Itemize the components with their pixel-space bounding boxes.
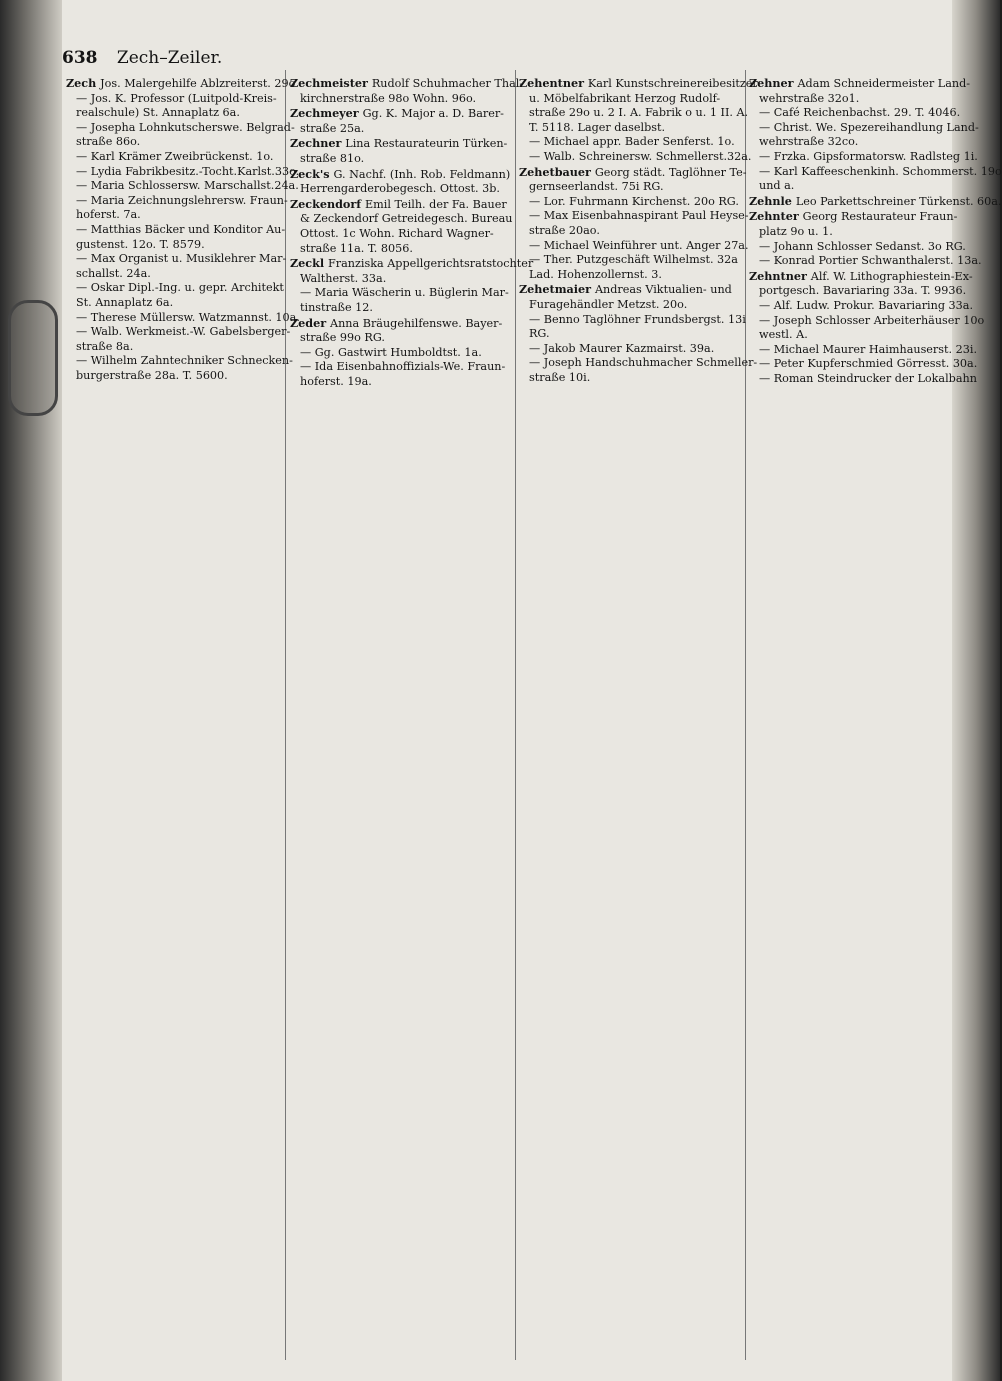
column-2	[290, 76, 534, 1366]
directory-entry-line	[519, 92, 741, 107]
entry-surname: Zech	[66, 76, 101, 90]
entry-text: hoferst. 7a.	[76, 208, 141, 222]
entry-surname: Zeck's	[290, 166, 334, 181]
entry-text: und a.	[759, 179, 795, 193]
entry-text: kirchnerstraße 98o Wohn. 96o.	[300, 91, 477, 105]
directory-entry-heading	[290, 136, 512, 152]
entry-text: — Maria Schlossersw. Marschallst.24a.	[76, 179, 299, 193]
directory-entry-line	[519, 268, 741, 283]
entry-text: — Karl Krämer Zweibrückenst. 1o.	[76, 149, 274, 163]
entry-surname: Zehentner	[519, 76, 588, 90]
directory-entry-line	[290, 375, 512, 390]
entry-text: tinstraße 12.	[300, 300, 373, 314]
directory-entry-heading	[66, 76, 296, 92]
directory-entry-line	[66, 135, 280, 150]
entry-text: Georg Restaurateur Fraun-	[802, 210, 958, 224]
directory-entry-line	[519, 327, 741, 342]
directory-entry-line	[749, 313, 985, 329]
entry-text: G. Nachf. (Inh. Rob. Feldmann)	[333, 167, 511, 181]
entry-text: Andreas Viktualien- und	[594, 283, 732, 297]
entry-text: — Ther. Putzgeschäft Wilhelmst. 32a	[529, 253, 738, 267]
directory-entry-line	[290, 242, 512, 257]
directory-entry-line	[66, 252, 287, 267]
directory-entry-heading	[519, 76, 758, 92]
entry-text: T. 5118. Lager daselbst.	[529, 120, 666, 134]
directory-entry-line	[519, 180, 741, 195]
entry-text: — Café Reichenbachst. 29. T. 4046.	[759, 106, 961, 120]
directory-entry-line	[66, 325, 291, 340]
entry-text: — Maria Zeichnungslehrersw. Fraun-	[76, 193, 288, 207]
directory-entry-heading	[290, 316, 512, 332]
directory-entry-line	[290, 331, 512, 346]
entry-text: straße 20ao.	[529, 223, 600, 237]
entry-surname: Zehnter	[749, 209, 803, 224]
directory-entry-line	[66, 120, 295, 136]
entry-text: realschule) St. Annaplatz 6a.	[76, 106, 240, 120]
directory-entry-line	[519, 356, 758, 371]
directory-entry-heading	[290, 167, 512, 183]
entry-text: — Lor. Fuhrmann Kirchenst. 20o RG.	[529, 194, 739, 208]
directory-entry-line	[749, 225, 949, 240]
entry-text: — Michael Maurer Haimhauserst. 23i.	[759, 342, 977, 356]
directory-entry-line	[519, 209, 749, 224]
binding-clip	[8, 300, 58, 416]
directory-entry-line	[66, 267, 280, 282]
entry-text: — Jos. K. Professor (Luitpold-Kreis-	[76, 91, 277, 105]
entry-text: gernseerlandst. 75i RG.	[529, 180, 664, 194]
entry-text: Jos. Malergehilfe Ablzreiterst. 29o	[100, 77, 296, 90]
entry-text: — Therese Müllersw. Watzmannst. 10a.	[76, 310, 300, 324]
directory-entry-line	[519, 253, 741, 268]
directory-entry-line	[66, 354, 293, 369]
entry-text: Franziska Appellgerichtsratstochter	[328, 257, 534, 271]
entry-text: burgerstraße 28a. T. 5600.	[76, 368, 228, 382]
entry-text: straße 99o RG.	[300, 331, 385, 345]
entry-surname: Zechner	[290, 136, 346, 151]
directory-entry-line	[66, 179, 299, 194]
entry-text: — Roman Steindrucker der Lokalbahn	[759, 371, 977, 385]
directory-entry-heading	[749, 76, 971, 92]
page-header	[62, 48, 952, 74]
directory-entry-line	[66, 193, 288, 209]
entry-text: Furagehändler Metzst. 20o.	[529, 297, 688, 311]
entry-text: Leo Parkettschreiner Türkenst. 60a.	[795, 194, 1002, 208]
entry-text: straße 81o.	[300, 151, 365, 165]
entry-surname: Zeckendorf	[290, 196, 365, 211]
directory-entry-line	[66, 296, 280, 311]
directory-entry-line	[66, 222, 286, 238]
directory-entry-line	[66, 340, 280, 355]
entry-text: — Joseph Schlosser Arbeiterhäuser 10o	[759, 313, 985, 327]
directory-entry-line	[519, 149, 752, 165]
entry-text: gustenst. 12o. T. 8579.	[76, 237, 205, 251]
directory-entry-line	[749, 328, 949, 343]
directory-entry-line	[290, 286, 512, 301]
directory-entry-line	[66, 150, 280, 165]
entry-text: — Walb. Schreinersw. Schmellerst.32a.	[529, 149, 752, 163]
directory-entry-line	[290, 92, 512, 107]
directory-entry-line	[66, 208, 280, 223]
column-3	[519, 76, 758, 1366]
entry-text: straße 10i.	[529, 370, 591, 384]
column-4	[749, 76, 1002, 1366]
entry-text: Ottost. 1c Wohn. Richard Wagner-	[300, 226, 494, 240]
directory-entry-line	[66, 164, 300, 180]
entry-surname: Zehnle	[749, 193, 796, 208]
entry-text: Karl Kunstschreinereibesitzer	[587, 77, 758, 90]
entry-text: Waltherst. 33a.	[300, 271, 387, 285]
entry-text: RG.	[529, 327, 550, 341]
entry-text: Lina Restaurateurin Türken-	[345, 137, 508, 151]
directory-entry-line	[749, 371, 977, 387]
entry-text: Rudolf Schuhmacher Thal-	[371, 77, 524, 90]
directory-entry-line	[519, 121, 741, 136]
entry-surname: Zechmeister	[290, 76, 372, 90]
entry-surname: Zeckl	[290, 256, 328, 271]
entry-text: portgesch. Bavariaring 33a. T. 9936.	[759, 284, 967, 298]
directory-entry-heading	[749, 193, 1002, 210]
entry-text: — Ida Eisenbahnoffizials-We. Fraun-	[300, 360, 506, 374]
directory-entry-line	[290, 301, 512, 316]
entry-surname: Zehetbauer	[519, 164, 595, 179]
directory-entry-line	[519, 342, 741, 357]
directory-entry-line	[749, 298, 974, 314]
entry-text: straße 25a.	[300, 121, 365, 135]
directory-entry-line	[749, 92, 949, 107]
directory-entry-heading	[290, 197, 512, 213]
directory-entry-heading	[290, 106, 512, 122]
entry-surname: Zehntner	[749, 268, 811, 283]
directory-entry-line	[519, 298, 741, 313]
entry-text: Georg städt. Taglöhner Te-	[594, 165, 747, 179]
directory-entry-line	[66, 310, 300, 326]
directory-entry-heading	[749, 209, 958, 225]
entry-text: wehrstraße 32o1.	[759, 91, 860, 105]
directory-entry-line	[749, 120, 979, 136]
entry-surname: Zechmeyer	[290, 106, 363, 121]
directory-entry-line	[749, 135, 949, 150]
entry-text: & Zeckendorf Getreidegesch. Bureau	[300, 212, 513, 226]
column-rule	[745, 70, 746, 1360]
entry-text: Gg. K. Major a. D. Barer-	[362, 107, 504, 121]
entry-text: — Alf. Ludw. Prokur. Bavariaring 33a.	[759, 298, 974, 312]
entry-text: — Johann Schlosser Sedanst. 3o RG.	[759, 239, 966, 253]
page-number: 638	[62, 48, 98, 68]
entry-text: — Joseph Handschuhmacher Schmeller-	[529, 356, 758, 370]
directory-entry-line	[66, 238, 280, 253]
entry-text: Adam Schneidermeister Land-	[797, 77, 971, 90]
entry-text: schallst. 24a.	[76, 266, 151, 280]
entry-text: westl. A.	[759, 328, 808, 342]
entry-text: — Benno Taglöhner Frundsbergst. 13i	[529, 312, 746, 326]
directory-entry-line	[749, 342, 977, 358]
directory-entry-line	[519, 371, 741, 386]
directory-entry-line	[290, 182, 512, 197]
entry-text: straße 8a.	[76, 339, 134, 353]
column-1	[66, 76, 300, 1366]
entry-text: — Max Organist u. Musiklehrer Mar-	[76, 252, 287, 266]
entry-text: hoferst. 19a.	[300, 374, 372, 388]
directory-entry-line	[519, 238, 749, 254]
directory-entry-line	[749, 284, 967, 299]
entry-text: — Michael appr. Bader Senferst. 1o.	[529, 135, 735, 149]
entry-text: wehrstraße 32co.	[759, 135, 859, 149]
entry-text: — Wilhelm Zahntechniker Schnecken-	[76, 354, 293, 368]
entry-text: — Maria Wäscherin u. Büglerin Mar-	[300, 286, 509, 300]
directory-entry-line	[290, 227, 512, 242]
directory-entry-heading	[290, 76, 524, 92]
directory-entry-heading	[290, 256, 534, 272]
entry-text: Anna Bräugehilfenswe. Bayer-	[330, 316, 503, 330]
directory-entry-line	[290, 346, 512, 361]
entry-text: Lad. Hohenzollernst. 3.	[529, 267, 662, 281]
directory-entry-line	[749, 239, 966, 255]
entry-text: St. Annaplatz 6a.	[76, 295, 174, 309]
directory-entry-line	[66, 92, 280, 107]
directory-entry-line	[749, 179, 949, 194]
entry-text: — Konrad Portier Schwanthalerst. 13a.	[759, 254, 982, 268]
directory-entry-heading	[519, 282, 741, 298]
entry-text: — Gg. Gastwirt Humboldtst. 1a.	[300, 345, 482, 359]
entry-text: — Oskar Dipl.-Ing. u. gepr. Architekt	[76, 281, 284, 295]
directory-entry-line	[519, 195, 741, 210]
entry-text: — Max Eisenbahnaspirant Paul Heyse-	[529, 209, 749, 223]
directory-entry-heading	[749, 268, 973, 285]
directory-entry-line	[749, 164, 1002, 180]
entry-text: — Christ. We. Spezereihandlung Land-	[759, 120, 979, 134]
directory-entry-line	[290, 272, 512, 287]
directory-entry-heading	[519, 164, 747, 181]
directory-entry-line	[290, 360, 512, 375]
entry-text: — Walb. Werkmeist.-W. Gabelsberger-	[76, 325, 291, 339]
entry-text: straße 11a. T. 8056.	[300, 241, 413, 255]
entry-text: Emil Teilh. der Fa. Bauer	[365, 197, 507, 211]
directory-entry-line	[66, 106, 280, 121]
entry-text: Herrengarderobegesch. Ottost. 3b.	[300, 182, 500, 196]
entry-text: straße 86o.	[76, 135, 141, 149]
entry-text: — Lydia Fabrikbesitz.-Tocht.Karlst.33o.	[76, 164, 300, 178]
entry-text: — Karl Kaffeeschenkinh. Schommerst. 19o	[759, 164, 1002, 178]
entry-text: u. Möbelfabrikant Herzog Rudolf-	[529, 91, 721, 105]
directory-entry-line	[66, 281, 284, 296]
entry-text: — Jakob Maurer Kazmairst. 39a.	[529, 341, 715, 355]
directory-entry-line	[66, 369, 280, 384]
directory-entry-line	[290, 152, 512, 167]
directory-entry-line	[749, 149, 978, 165]
entry-surname: Zeder	[290, 315, 331, 330]
entry-text: platz 9o u. 1.	[759, 224, 833, 238]
directory-entry-line	[749, 106, 961, 121]
entry-text: — Peter Kupferschmied Görresst. 30a.	[759, 357, 978, 371]
book-spine-shadow	[0, 0, 62, 1381]
directory-entry-line	[749, 357, 978, 372]
entry-surname: Zehner	[749, 76, 798, 90]
running-title: Zech–Zeiler.	[116, 48, 223, 68]
entry-text: — Frzka. Gipsformatorsw. Radlsteg 1i.	[759, 149, 978, 163]
entry-text: — Josepha Lohnkutscherswe. Belgrad-	[76, 120, 295, 134]
directory-entry-line	[519, 224, 741, 239]
entry-surname: Zehetmaier	[519, 282, 595, 297]
entry-text: Alf. W. Lithographiestein-Ex-	[810, 269, 973, 283]
directory-entry-line	[519, 135, 741, 150]
directory-entry-line	[290, 122, 512, 137]
entry-text: straße 29o u. 2 I. A. Fabrik o u. 1 II. A.	[529, 106, 749, 120]
directory-entry-line	[290, 212, 512, 227]
directory-entry-line	[519, 106, 749, 121]
entry-text: — Michael Weinführer unt. Anger 27a.	[529, 238, 749, 252]
directory-entry-line	[749, 254, 982, 269]
directory-entry-line	[519, 312, 746, 328]
entry-text: — Matthias Bäcker und Konditor Au-	[76, 222, 286, 236]
